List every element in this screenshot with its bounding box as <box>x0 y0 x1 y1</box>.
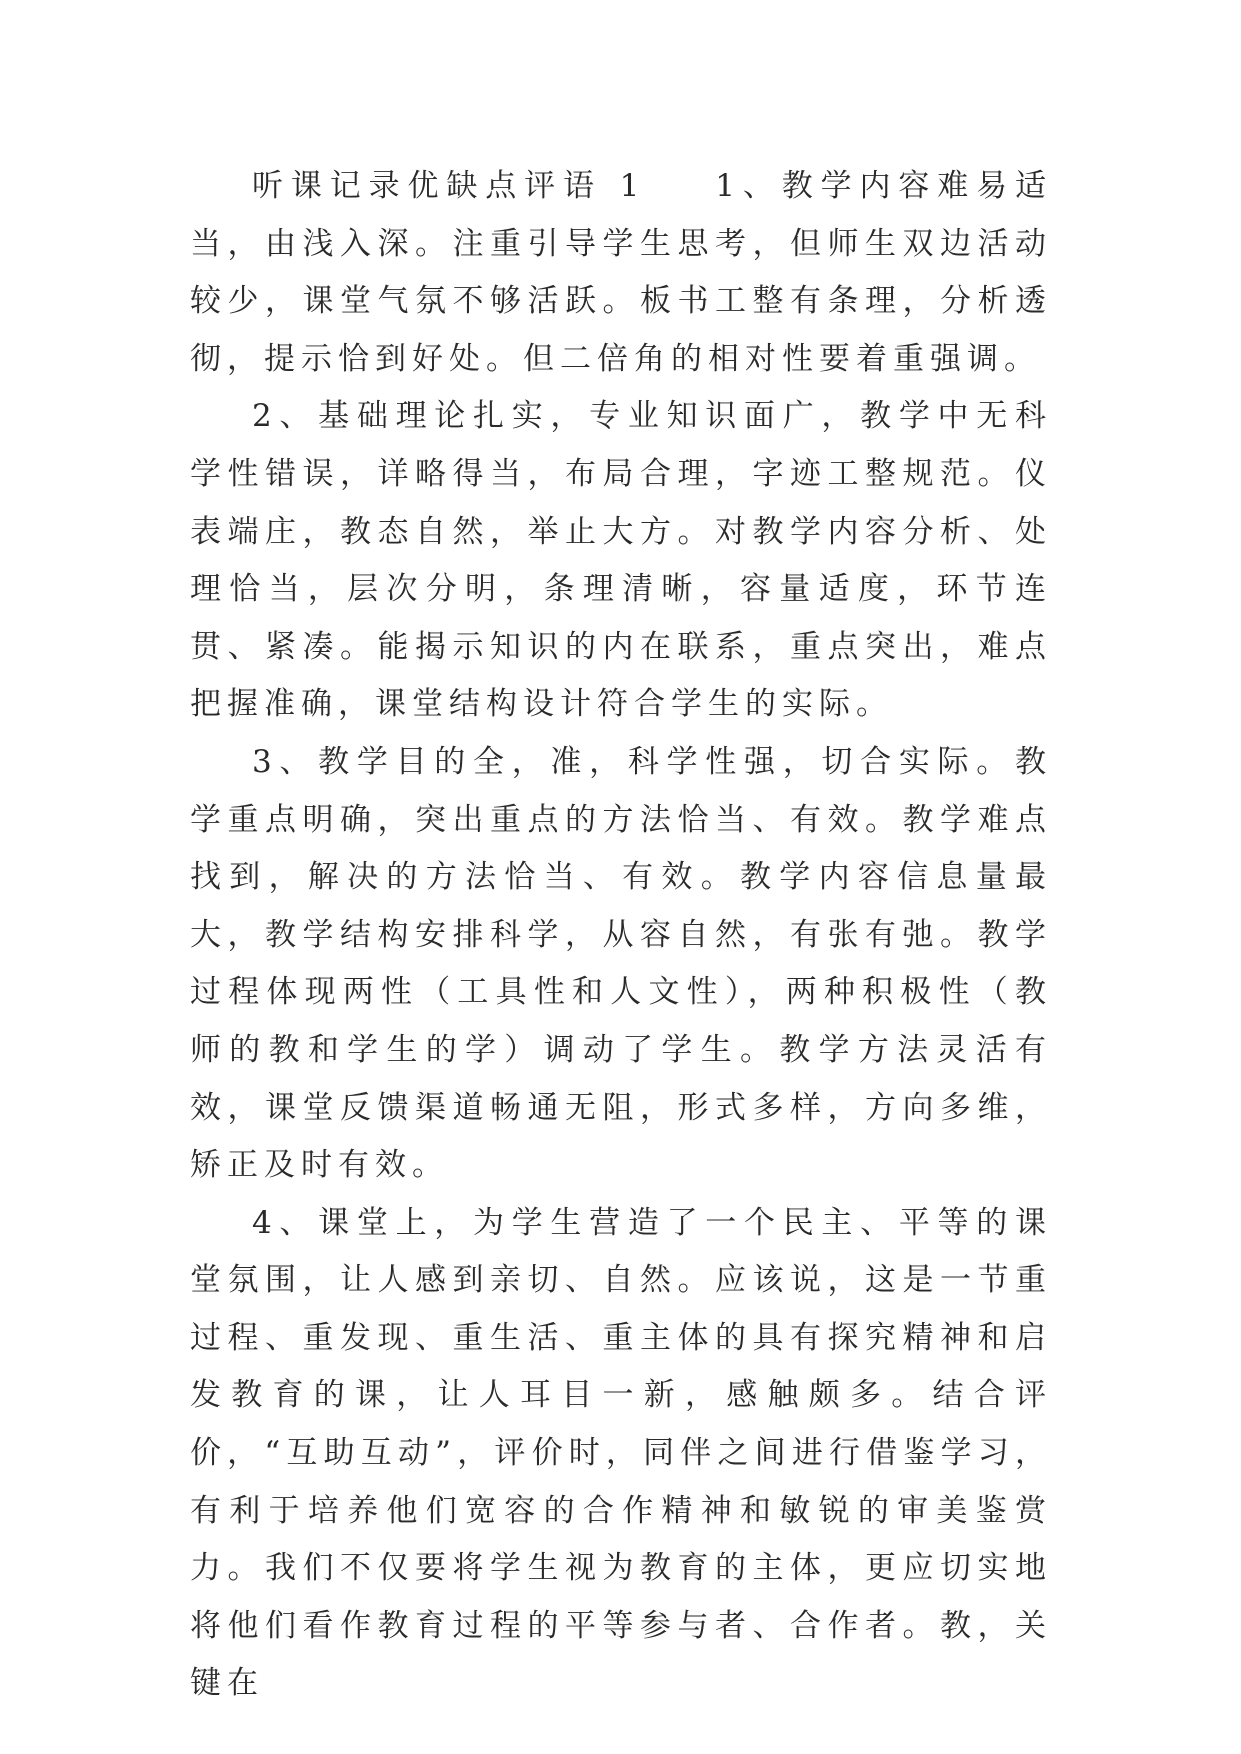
paragraph-1 <box>190 158 1052 388</box>
paragraph-2 <box>190 388 1052 734</box>
paragraph-3 <box>190 734 1052 1195</box>
paragraph-1-text: 1、教学内容难易适当，由浅入深。注重引导学生思考，但师生双边活动较少，课堂气氛不够活跃。板书工整有条理，分析透彻，提示恰到好处。但二倍角的相对性要着重强调。 <box>190 168 1052 377</box>
document-body <box>190 158 1052 1713</box>
document-heading: 听课记录优缺点评语 1 <box>252 168 646 204</box>
paragraph-4-text: 4、课堂上，为学生营造了一个民主、平等的课堂氛围，让人感到亲切、自然。应该说，这是一节重过程、重发现、重生活、重主体的具有探究精神和启发教育的课，让人耳目一新，感触颇多。结合评价，“互助互动”，评价时，同伴之间进行借鉴学习，有利于培养他们宽容的合作精神和敏锐的审美鉴赏力。我们不仅要将学生视为教育的主体，更应切实地将他们看作教育过程的平等参与者、合作者。教，关键在 <box>190 1204 1052 1702</box>
paragraph-4 <box>190 1195 1052 1713</box>
paragraph-2-text: 2、基础理论扎实，专业知识面广，教学中无科学性错误，详略得当，布局合理，字迹工整规范。仪表端庄，教态自然，举止大方。对教学内容分析、处理恰当，层次分明，条理清晰，容量适度，环节连贯、紧凑。能揭示知识的内在联系，重点突出，难点把握准确，课堂结构设计符合学生的实际。 <box>190 398 1052 723</box>
paragraph-3-text: 3、教学目的全，准，科学性强，切合实际。教学重点明确，突出重点的方法恰当、有效。教学难点找到，解决的方法恰当、有效。教学内容信息量最大，教学结构安排科学，从容自然，有张有弛。教学过程体现两性（工具性和人文性），两种积极性（教师的教和学生的学）调动了学生。教学方法灵活有效，课堂反馈渠道畅通无阻，形式多样，方向多维，矫正及时有效。 <box>190 743 1052 1184</box>
